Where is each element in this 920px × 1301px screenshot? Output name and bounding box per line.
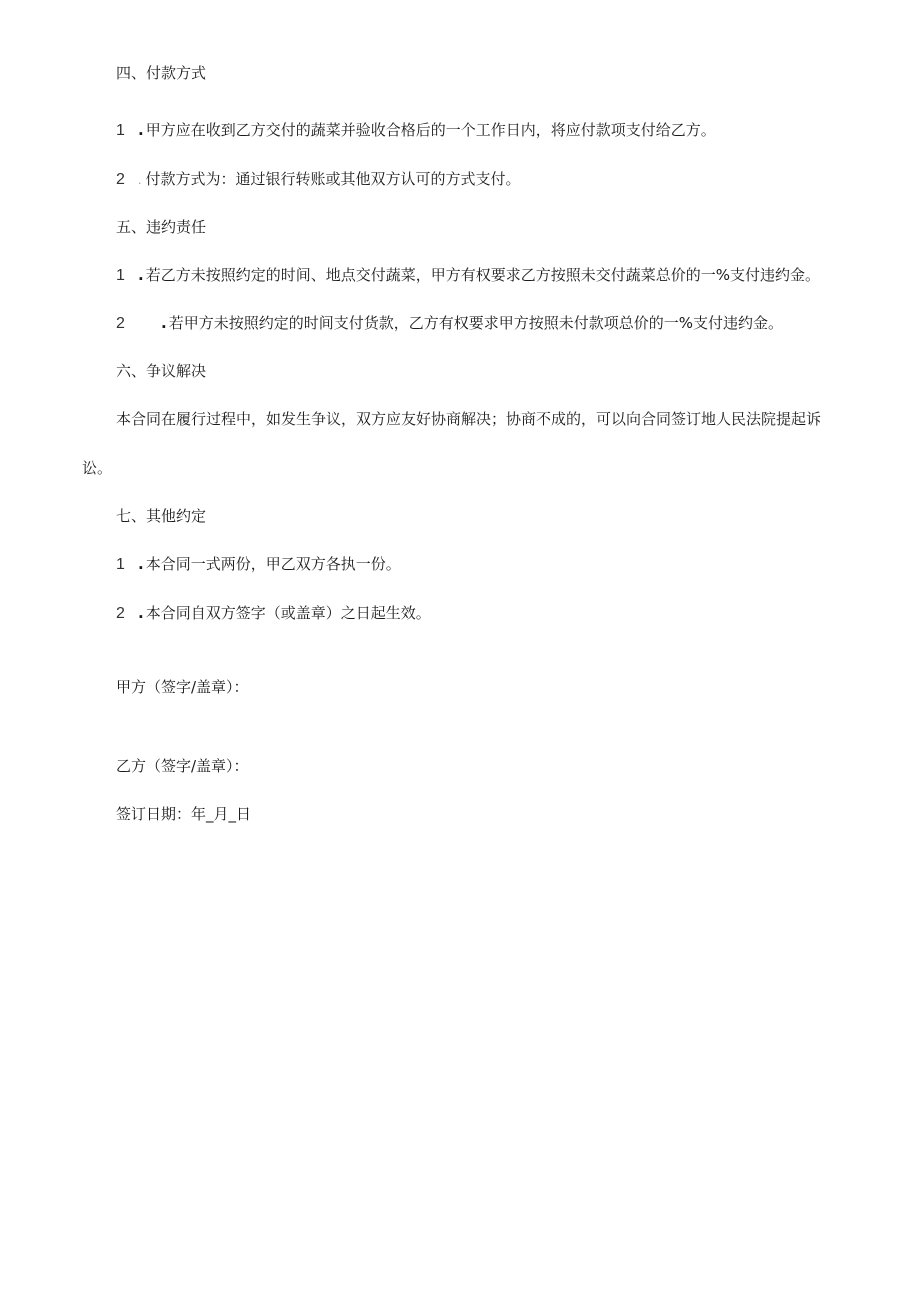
clause-payment-2 bbox=[116, 169, 521, 189]
signature-label: 甲方（签字/盖章）： bbox=[116, 678, 249, 696]
signature-label: 乙方（签字/盖章）： bbox=[116, 757, 249, 775]
clause-separator: . bbox=[138, 604, 144, 622]
clause-separator: . bbox=[138, 555, 144, 573]
clause-number: 1 bbox=[116, 122, 125, 139]
section-heading-other bbox=[116, 506, 206, 526]
signing-date bbox=[116, 804, 251, 824]
date-label: 签订日期：年_月_日 bbox=[116, 805, 252, 823]
clause-text: 若乙方未按照约定的时间、地点交付蔬菜，甲方有权要求乙方按照未交付蔬菜总价的一%支付违约金。 bbox=[145, 266, 820, 284]
clause-number: 2 bbox=[116, 605, 125, 622]
clause-liability-1 bbox=[116, 265, 820, 285]
clause-number: 1 bbox=[116, 267, 125, 284]
clause-separator: . bbox=[138, 121, 144, 139]
clause-text: 本合同一式两份，甲乙双方各执一份。 bbox=[145, 555, 401, 573]
clause-number: 2 bbox=[116, 171, 125, 188]
clause-separator: . bbox=[138, 266, 144, 284]
clause-text: 付款方式为：通过银行转账或其他双方认可的方式支付。 bbox=[145, 170, 521, 188]
clause-number: 1 bbox=[116, 556, 125, 573]
dispute-paragraph-line-1 bbox=[116, 409, 821, 429]
paragraph-text: 本合同在履行过程中，如发生争议，双方应友好协商解决；协商不成的，可以向合同签订地人民法院提起诉 bbox=[116, 410, 822, 428]
section-heading-payment bbox=[116, 63, 206, 83]
paragraph-text: 讼。 bbox=[82, 459, 113, 477]
heading-text: 四、付款方式 bbox=[116, 64, 207, 82]
clause-text: 甲方应在收到乙方交付的蔬菜并验收合格后的一个工作日内，将应付款项支付给乙方。 bbox=[145, 121, 716, 139]
heading-text: 七、其他约定 bbox=[116, 507, 207, 525]
section-heading-liability bbox=[116, 217, 206, 237]
signature-party-a bbox=[116, 677, 249, 697]
clause-text: 若甲方未按照约定的时间支付货款，乙方有权要求甲方按照未付款项总价的一%支付违约金。 bbox=[168, 314, 783, 332]
heading-text: 五、违约责任 bbox=[116, 218, 207, 236]
clause-liability-2 bbox=[116, 313, 783, 333]
clause-separator: . bbox=[138, 174, 142, 187]
clause-separator: . bbox=[161, 314, 167, 332]
heading-text: 六、争议解决 bbox=[116, 362, 207, 380]
dispute-paragraph-line-2 bbox=[82, 458, 112, 478]
clause-payment-1 bbox=[116, 120, 716, 140]
clause-other-2 bbox=[116, 603, 431, 623]
clause-number: 2 bbox=[116, 315, 125, 332]
section-heading-dispute bbox=[116, 361, 206, 381]
clause-other-1 bbox=[116, 554, 401, 574]
signature-party-b bbox=[116, 756, 249, 776]
clause-text: 本合同自双方签字（或盖章）之日起生效。 bbox=[145, 604, 431, 622]
